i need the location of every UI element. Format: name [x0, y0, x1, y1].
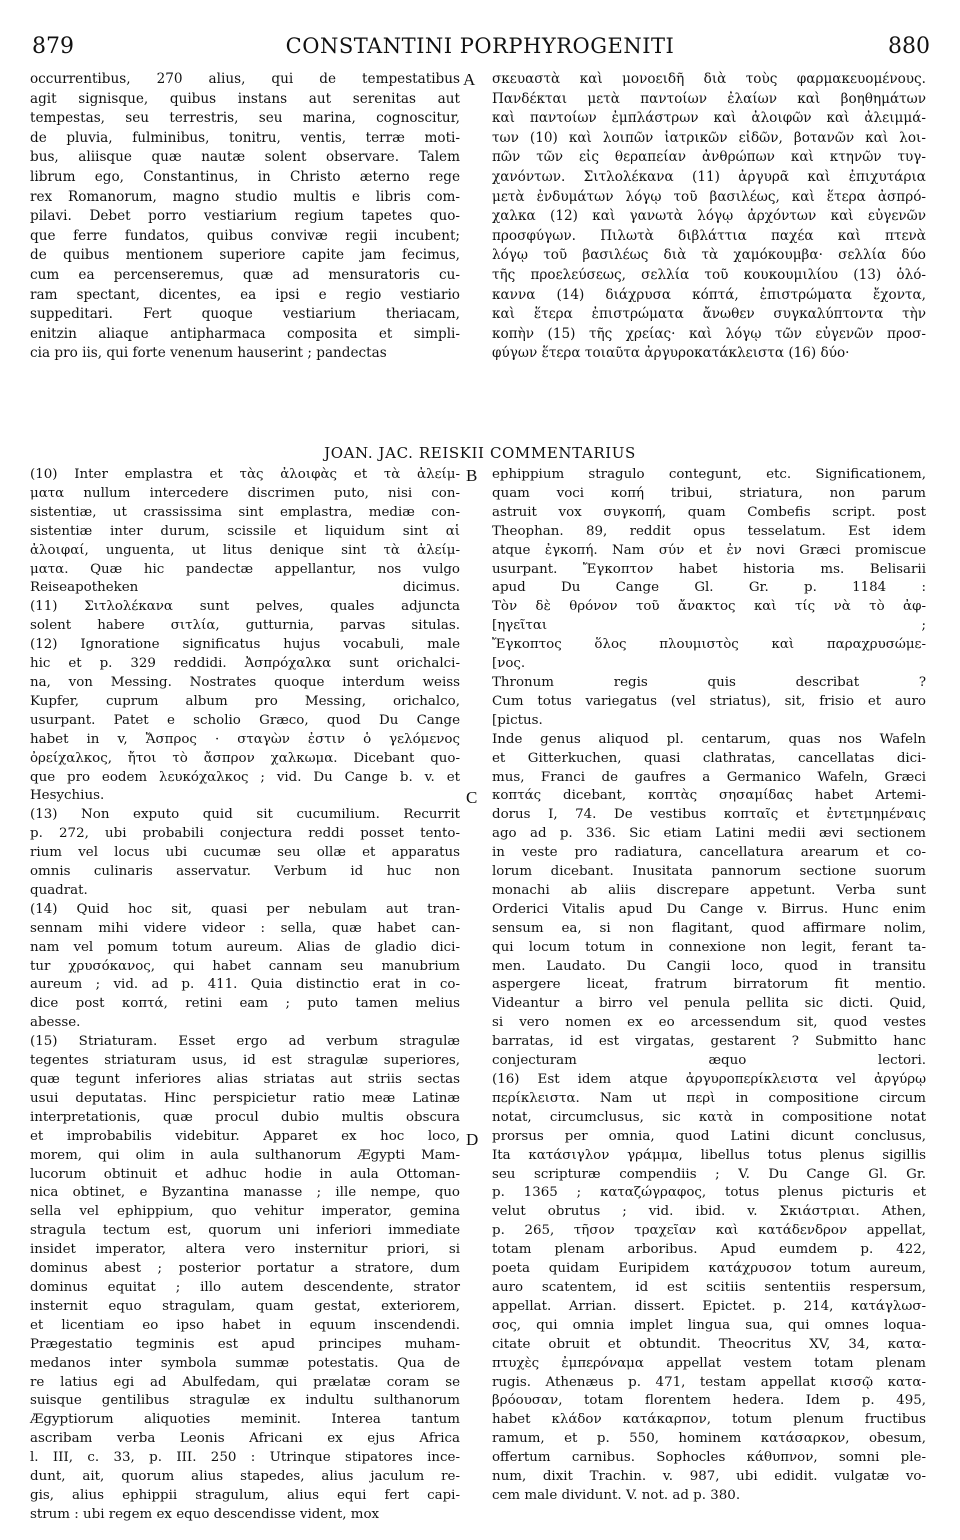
text-line: κοπὴν (15) τῆς χρείας· καὶ λόγῳ τῶν εὐγενῶν προσ- [492, 325, 926, 342]
text-line: χαλκα (12) καὶ γανωτὰ λόγῳ ἀρχόντων καὶ εὐγενῶν [492, 208, 926, 225]
text-line: καὶ ἕτερα ἐπιστρώματα ἄνωθεν συγκαλύπτοντα τὴν [492, 306, 926, 323]
text-line: nam vel pomum totum aureum. Alias de gladio dici- [30, 939, 460, 955]
text-line: omnis culinaris asservatur. Verbum id huc non [30, 864, 460, 880]
text-line: sistentiæ inter durum, scissile et liquidum sint αἱ [30, 523, 460, 539]
text-line: ματα. Quæ hic pandectæ appellantur, nos vulgo [30, 561, 460, 577]
text-line: [νος. [492, 656, 526, 672]
text-line: Videantur a birro vel penula pellita sic dicti. Quid, [492, 996, 926, 1012]
text-line: dunt, ait, quorum alius stapedes, alius jaculum re- [30, 1469, 460, 1485]
text-line: enitzin aliaque antipharmaca composita et simpli- [30, 325, 460, 342]
text-line: de quibus mentionem superiore capite jam fecimus, [30, 247, 460, 264]
text-line: Ita κατάσιγλον γράμμα, libellus totus plenus sigillis [492, 1147, 926, 1163]
text-line: (13) Non exputo quid sit cucumilium. Recurrit [30, 807, 460, 823]
text-line: hic et p. 329 reddidi. Ἀσπρόχαλκα sunt orichalci- [30, 656, 460, 672]
text-line: gis, alius ephippii stragulum, alius equi fert capi- [30, 1487, 460, 1503]
text-line: stragula tectum est, quorum uni inferiori immediate [30, 1223, 460, 1239]
text-line: Cum totus variegatus (vel striatus), sit, frisio et auro [492, 693, 926, 709]
margin-marker-a: A [463, 70, 476, 89]
text-line: l. III, c. 33, p. III. 250 : Utrinque stipatores ince- [30, 1450, 460, 1466]
text-line: pilavi. Debet porro vestiarium regium tapetes quo- [30, 208, 460, 225]
text-line: dice post κοπτά, retini eam ; puto tamen melius [30, 996, 460, 1012]
text-line: habet κλάδον κατάκαρπον, totum plenum fructibus [492, 1412, 926, 1428]
text-line: p. 265, τῆσον τραχεῖαν καὶ κατάδενδρον appellat, [492, 1223, 926, 1239]
text-line: barratas, id est virgatas, gestarent ? Submitto hanc [492, 1034, 926, 1050]
text-line: astruit vox συγκοπή, quam Combefis script. post [492, 504, 926, 520]
text-line: et licentiam eo ipso habet in equum inscendendi. [30, 1317, 460, 1333]
text-line: dominus equitat ; illo autem descendente, strator [30, 1279, 460, 1295]
text-line: tempestas, seu terrestris, seu marina, cognoscitur, [30, 110, 460, 127]
main-text-latin-column [30, 70, 460, 364]
margin-marker-c: C [466, 788, 478, 807]
text-line: poeta quidam Euripidem κατάχρυσον totum aureum, [492, 1261, 926, 1277]
text-line: strum : ubi regem ex equo descendisse vident, mox [30, 1506, 380, 1522]
text-line: ὀρείχαλκος, ἤτοι τὸ ἄσπρον χαλκωμα. Dicebant quo- [30, 750, 460, 766]
text-line: Thronum regis quis describat ? [492, 674, 926, 690]
text-line: bus, aliisque quæ nautæ solent observare. Talem [30, 149, 460, 166]
text-line: aspergere liceat, fratrum birratorum fit mentio. [492, 977, 926, 993]
text-line: solent habere σιτλία, gutturnia, parvas situlas. [30, 618, 460, 634]
text-line: suisque gentilibus stragulæ ex indultu sulthanorum [30, 1393, 460, 1409]
text-line: Orderici Vitalis apud Du Cange v. Birrus. Hunc enim [492, 901, 926, 917]
text-line: aureum ; vid. ad p. 411. Quia distinctio erat in co- [30, 977, 460, 993]
text-line: sensum ea, si non flagitant, quod affirmare nolim, [492, 920, 926, 936]
text-line: ram spectant, dicentes, ea ipsi e regio vestiario [30, 286, 460, 303]
text-line: σκευαστὰ καὶ μονοειδῆ διὰ τοὺς φαρμακευομένους. [492, 71, 926, 87]
text-line: medanos inter symbola summæ potestatis. Qua de [30, 1355, 460, 1371]
text-line: καννα (14) διάχρυσα κόπτά, ἐπιστρώματα ἔχοντα, [492, 286, 926, 303]
text-line: Hesychius. [30, 788, 105, 804]
text-line: (15) Striaturam. Esset ergo ad verbum stragulæ [30, 1034, 460, 1050]
text-line: sella vel ephippium, quo vehitur imperator, gemina [30, 1204, 460, 1220]
text-line: usurpant. Ἔγκοπτον habet historia ms. Belisarii [492, 561, 926, 577]
text-line: cem male dividunt. V. not. ad p. 380. [492, 1487, 741, 1503]
text-line: nica obtinet, e Byzantina manasse ; ille nempe, quo [30, 1185, 460, 1201]
text-line: offertum carnibus. Sophocles κάθυπνον, somni ple- [492, 1450, 926, 1466]
text-line: de pluvia, fulminibus, tonitru, ventis, terræ moti- [30, 129, 460, 146]
text-line: abesse. [30, 1015, 81, 1031]
text-line: quam voci κοπή tribui, striatura, non parum [492, 485, 926, 501]
text-line: ramum, et p. 550, hominem κατάσαρκον, obesum, [492, 1431, 926, 1447]
text-line: sennam mihi videre videor : sella, quæ habet can- [30, 920, 460, 936]
text-line: [ηγεῖται ; [492, 618, 926, 634]
text-line: in veste pro radiatura, cancellatura arearum et co- [492, 845, 926, 861]
text-line: que pro eodem λευκόχαλκος ; vid. Du Cange b. v. et [30, 769, 460, 785]
text-line: Theophan. 89, reddit opus tesselatum. Est idem [492, 523, 926, 539]
text-line: βρόουσαν, totam florentem hedera. Idem p. 495, [492, 1393, 926, 1409]
text-line: apud Du Cange Gl. Gr. p. 1184 : [492, 580, 926, 596]
text-line: re latius egi ad Abulfedam, qui prælatæ coram se [30, 1374, 460, 1390]
text-line: usurpant. Patet e scholio Græco, quod Du Cange [30, 712, 460, 728]
text-line: totam plenam arboribus. Apud eumdem p. 422, [492, 1242, 926, 1258]
text-line: Inde genus aliquod pl. centarum, quas nos Wafeln [492, 731, 926, 747]
text-line: citate obruit et obtundit. Theocritus XV, 34, κατα- [492, 1336, 926, 1352]
text-line: monachi ab aliis discrepare appetunt. Verba sunt [492, 882, 926, 898]
text-line: περίκλειστα. Nam ut περὶ in compositione circum [492, 1090, 926, 1106]
text-line: num, dixit Trachin. v. 987, ubi edidit. vulgatæ vo- [492, 1469, 926, 1485]
text-line: lucorum obtinuit et adhuc hodie in aula Ottoman- [30, 1166, 460, 1182]
text-line: suppeditari. Fert quoque vestiarium theriacam, [30, 306, 460, 323]
text-line: auro scatentem, id est scitiis sententiis respersum, [492, 1279, 926, 1295]
text-line: λόγῳ τοῦ βασιλέως διὰ τὰ χαμόκουμβα· σελλία δύο [492, 247, 926, 264]
text-line: ματα nullum intercedere discrimen puto, nisi con- [30, 485, 460, 501]
text-line: notat, circumclusus, sic κατὰ in compositione notat [492, 1109, 926, 1125]
text-line: Prægestatio tegminis est apud principes muham- [30, 1336, 460, 1352]
text-line: quadrat. [30, 882, 88, 898]
text-line: interpretationis, quæ procul dubio multis obscura [30, 1109, 460, 1125]
text-line: τῆς προελεύσεως, σελλία τοῦ κουκουμιλίου (13) ὁλό- [492, 266, 926, 283]
text-line: cum ea percenseremus, quæ ad mensuratoris cu- [30, 266, 460, 283]
text-line: tur χρυσόκανος, qui habet cannam seu manubrium [30, 958, 460, 974]
text-line: usui deputatas. Hinc perspicietur ratio meæ Latinæ [30, 1090, 460, 1106]
text-line: insternit equo stragulam, quam gestat, exteriorem, [30, 1298, 460, 1314]
text-line: (11) Σιτλολέκανα sunt pelves, quales adjuncta [30, 599, 460, 615]
text-line: χανόντων. Σιτλολέκανα (11) ἀργυρᾶ καὶ ἐπιχυτάρια [492, 168, 926, 185]
text-line: sistentiæ, ut crassissima sint emplastra, mediæ con- [30, 504, 460, 520]
text-line: προσφύγων. Πιλωτὰ διβλάττια παχέα καὶ πτενὰ [492, 227, 926, 244]
text-line: rugis. Athenæus p. 471, testam appellat κισσῷ κατα- [492, 1374, 926, 1390]
text-line: et Gitterkuchen, quasi clathratas, cancellatas dici- [492, 750, 926, 766]
text-line: Reiseapotheken dicimus. [30, 580, 460, 596]
page-number-right: 880 [888, 34, 930, 59]
text-line: librum ego, Constantinus, in Christo æterno rege [30, 168, 460, 185]
text-line: των (10) καὶ λοιπῶν ἰατρικῶν εἰδῶν, βοτανῶν καὶ λοι- [492, 129, 926, 146]
main-text-greek-column [492, 70, 926, 364]
text-line: et improbabilis videbitur. Apparet ex hoc loco, [30, 1128, 460, 1144]
text-line: velut obrutus ; vid. ibid. v. Σκιάστριαι. Athen, [492, 1204, 926, 1220]
commentary-heading: JOAN. JAC. REISKII COMMENTARIUS [324, 444, 636, 462]
text-line: prorsus per omnia, quod Latini dicunt conclusus, [492, 1128, 926, 1144]
text-line: ἀλοιφαί, unguenta, ut litus denique sint τὰ ἀλείμ- [30, 542, 460, 558]
text-line: (12) Ignoratione significatus hujus vocabuli, male [30, 637, 460, 653]
text-line: μετὰ ἐνδυμάτων λόγῳ τοῦ βασιλέως, καὶ ἕτερα ἀσπρό- [492, 188, 926, 205]
text-line: na, von Messing. Nostrates quoque interdum weiss [30, 674, 460, 690]
text-line: dominus abest ; posterior portatur a stratore, dum [30, 1261, 460, 1277]
text-line: σος, qui omnia implet lingua sua, qui omnes loqua- [492, 1317, 926, 1333]
text-line: agit signisque, quibus instans aut serenitas aut [30, 90, 460, 107]
text-line: ephippium stragulo contegunt, etc. Significationem, [492, 467, 926, 482]
text-line: [pictus. [492, 712, 543, 728]
text-line: Ἔγκοπτος ὅλος πλουμιστὸς καὶ παραχρυσώμε- [492, 637, 926, 653]
text-line: insidet imperator, altera vero insternitur priori, si [30, 1242, 460, 1258]
text-line: (10) Inter emplastra et τὰς ἀλοιφὰς et τὰ ἀλείμ- [30, 467, 460, 482]
text-line: Ægyptiorum aliquoties meminit. Interea tantum [30, 1412, 460, 1428]
text-line: dorus I, 74. De vestibus κοπταῖς et ἐντετμημέναις [492, 807, 926, 823]
text-line: habet in v, Ἄσπρος · σταγὼν ἐστιν ὁ γελόμενος [30, 731, 460, 747]
text-line: ascribam verba Leonis Africani ex ejus Africa [30, 1431, 460, 1447]
text-line: conjecturam æquo lectori. [492, 1053, 926, 1069]
text-line: quæ tegunt inferiores alias striatas aut striis sectas [30, 1072, 460, 1087]
page-header [30, 34, 930, 64]
text-line: atque ἐγκοπή. Nam σύν et ἐν novi Græci promiscue [492, 542, 926, 558]
text-line: si vero nomen ex eo arcessendum sit, quod vestes [492, 1015, 926, 1031]
text-line: Πανδέκται μετὰ παντοίων ἐλαίων καὶ βοηθημάτων [492, 90, 926, 107]
text-line: mus, Franci de gaufres a Germanico Wafeln, Græci [492, 769, 926, 785]
text-line: p. 272, ubi probabili conjectura reddi posset tento- [30, 826, 460, 842]
text-line: qui locum totum in connexione non legit, ferant ta- [492, 939, 926, 955]
text-line: rium vel locus ubi cucumæ seu ollæ et apparatus [30, 845, 460, 861]
commentary-notes-left-column [30, 466, 460, 1525]
text-line: tegentes striaturam usus, id est stragulæ superiores, [30, 1053, 460, 1069]
text-line: appellat. Arrian. dissert. Epictet. p. 214, κατάγλωσ- [492, 1298, 926, 1314]
text-line: Kupfer, cuprum album pro Messing, orichalco, [30, 693, 460, 709]
text-line: φύγων ἕτερα τοιαῦτα ἀργυροκατάκλειστα (16) δύο· [492, 345, 850, 362]
text-line: καὶ παντοίων ἐμπλάστρων καὶ ἀλοιφῶν καὶ ἀλειμμά- [492, 110, 926, 127]
text-line: κοπτάς dicebant, κοπτὰς σησαμίδας habet Artemi- [492, 788, 926, 804]
text-line: lorum dicebant. Inusitata pannorum sectione suorum [492, 864, 926, 880]
page-number-left: 879 [32, 34, 74, 59]
text-line: (16) Est idem atque ἀργυροπερίκλειστα vel ἀργύρῳ [492, 1072, 926, 1087]
text-line: seu scripturæ compendiis ; V. Du Cange Gl. Gr. [492, 1166, 926, 1182]
text-line: p. 1365 ; καταζώγραφος, totus plenus picturis et [492, 1185, 926, 1201]
text-line: occurrentibus, 270 alius, qui de tempestatibus [30, 71, 460, 87]
text-line: men. Laudato. Du Cangii loco, quod in transitu [492, 958, 926, 974]
text-line: que ferre fundatos, quibus convivæ regii incubent; [30, 227, 460, 244]
text-line: πτυχὲς ἐμπερόναμα appellat vestem totam plenam [492, 1355, 926, 1371]
commentary-notes-right-column [492, 466, 926, 1506]
text-line: Τὸν δὲ θρόνον τοῦ ἄνακτος καὶ τίς νὰ τὸ ἀφ- [492, 599, 926, 615]
margin-marker-d: D [466, 1130, 479, 1149]
text-line: ago ad p. 336. Sic etiam Latini medii ævi sectionem [492, 826, 926, 842]
running-title: CONSTANTINI PORPHYROGENITI [285, 34, 675, 58]
margin-marker-b: B [466, 466, 478, 485]
text-line: cia pro iis, qui forte venenum hauserint ; pandectas [30, 345, 387, 362]
text-line: (14) Quid hoc sit, quasi per nebulam aut tran- [30, 901, 460, 917]
text-line: rex Romanorum, magno studio multis e libris com- [30, 188, 460, 205]
text-line: morem, qui olim in aula sulthanorum Ægypti Mam- [30, 1147, 460, 1163]
text-line: πῶν τῶν εἰς θεραπείαν ἀνθρώπων καὶ κτηνῶν τυγ- [492, 149, 926, 166]
